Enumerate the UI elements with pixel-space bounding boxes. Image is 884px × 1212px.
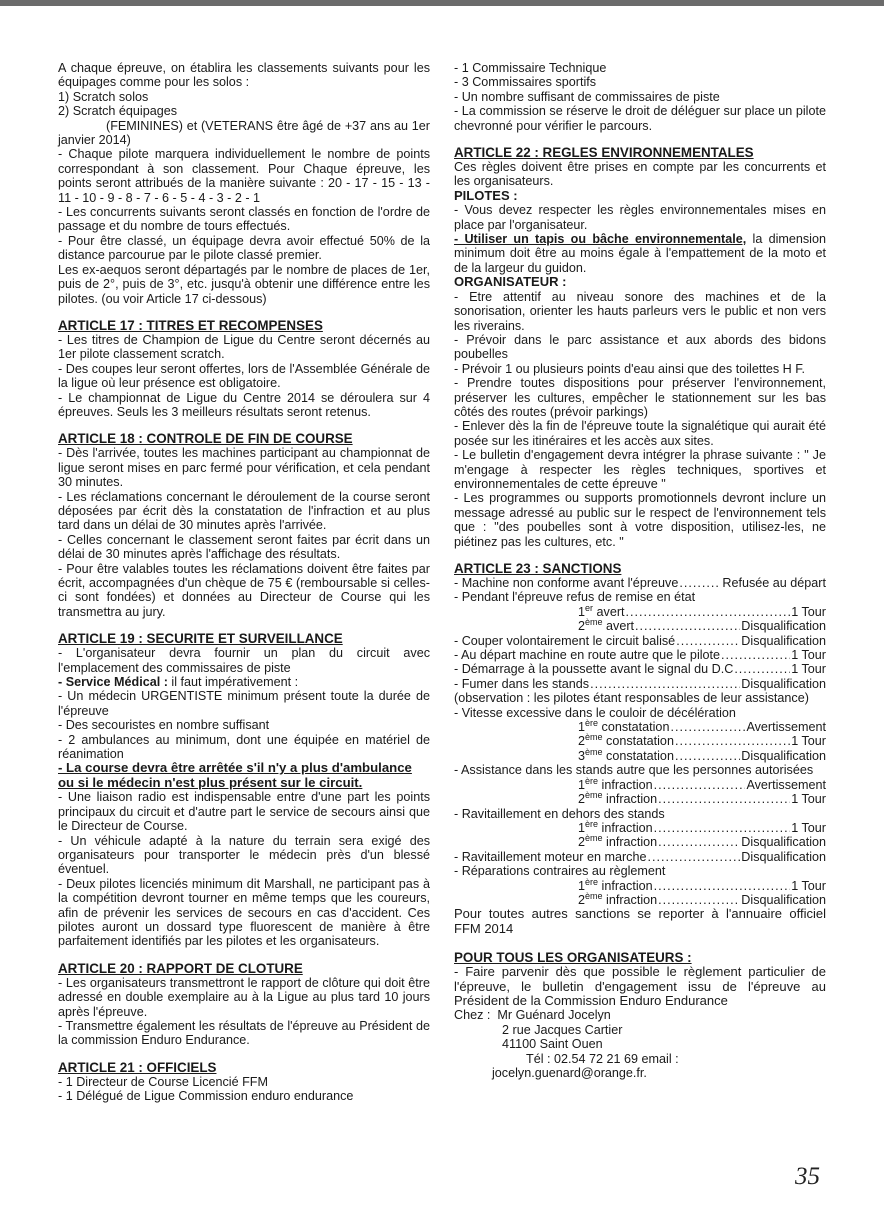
sanction-observation: (observation : les pilotes étant responsables de leur assistance) — [454, 691, 809, 706]
sanction-row: 2ème infraction ..... 1 Tour — [454, 792, 826, 806]
sanction-heading: - Vitesse excessive dans le couloir de décélération — [454, 705, 736, 720]
article-18-line: - Pour être valables toutes les réclamations doivent être faites par écrit, accompagnées d'un chèque de 75 € (remboursable si celles-ci sont fondées) et données au Directeur de Course qui les transmettra au jury. — [58, 561, 430, 619]
tapis-text: la dimension minimum doit être au moins égale à l'empattement de la moto et de la largeur du guidon. — [454, 232, 826, 275]
organisateur-line: - Les programmes ou supports promotionnels devront inclure un message adressé au public sur le respect de l'environnement tels que : "des poubelles sont à votre disposition, utilisez-les, ne piétinez pas les cultures, etc. " — [454, 491, 826, 549]
organisateur-line: - Enlever dès la fin de l'épreuve toute la signalétique qui aurait été posée sur les itinéraires et les accès aux sites. — [454, 419, 826, 448]
sanction-row: 2ème infraction ..... Disqualification — [454, 835, 826, 849]
sanction-row: 3ème constatation ..... Disqualification — [454, 749, 826, 763]
article-17-line: - Le championnat de Ligue du Centre 2014 se déroulera sur 4 épreuves. Seuls les 3 meilleurs résultats seront retenus. — [58, 390, 430, 419]
sanction-row: 1er avert ..... 1 Tour — [454, 605, 826, 619]
article-18-title: ARTICLE 18 : CONTROLE DE FIN DE COURSE — [58, 431, 353, 447]
article-19-line: - Une liaison radio est indispensable entre d'une part les points principaux du circuit et d'autre part le service de secours ainsi que le Directeur de Course. — [58, 790, 430, 834]
sanction-row: 1ère infraction ..... 1 Tour — [454, 879, 826, 893]
sanction-footer: Pour toutes autres sanctions se reporter à l'annuaire officiel FFM 2014 — [454, 906, 826, 936]
sanction-row: 2ème constatation ..... 1 Tour — [454, 734, 826, 748]
article-18-line: - Dès l'arrivée, toutes les machines participant au championnat de ligue seront mises en parc fermé pour vérification, et cela pendant 30 minutes. — [58, 446, 430, 490]
organisateur-line: - Prendre toutes dispositions pour préserver l'environnement, préserver les cultures, empêcher le stationnement sur les bas côtés des routes (prévoir parkings) — [454, 376, 826, 419]
intro-text: A chaque épreuve, on établira les classements suivants pour les équipages comme pour les solos : — [58, 61, 430, 90]
contact-email: jocelyn.guenard@orange.fr. — [492, 1066, 647, 1080]
contact-phone: Tél : 02.54 72 21 69 email : — [526, 1051, 679, 1066]
address-street: 2 rue Jacques Cartier — [502, 1022, 623, 1037]
sanction-row: 2ème avert ..... Disqualification — [454, 619, 826, 633]
official-line: - 3 Commissaires sportifs — [454, 75, 597, 90]
article-20-line: - Transmettre également les résultats de l'épreuve au Président de la commission Enduro Endurance. — [58, 1018, 430, 1048]
organisateur-line: - Prévoir 1 ou plusieurs points d'eau ainsi que des toilettes H F. — [454, 361, 806, 376]
sanction-row: - Au départ machine en route autre que le pilote ..... 1 Tour — [454, 648, 826, 662]
sanction-row: 1ère infraction ..... Avertissement — [454, 778, 826, 792]
page-number: 35 — [795, 1163, 820, 1190]
intro-text: (FEMININES) et (VETERANS être âgé de +37 ans au 1er janvier 2014) — [58, 118, 430, 148]
organisateur-heading: ORGANISATEUR : — [454, 274, 567, 290]
article-19-line: - Des secouristes en nombre suffisant — [58, 718, 270, 733]
sanction-heading: - Réparations contraires au règlement — [454, 864, 666, 879]
medical-service-line — [58, 675, 430, 689]
article-19-line: - L'organisateur devra fournir un plan du circuit avec l'emplacement des commissaires de piste — [58, 646, 430, 675]
article-22-intro: Ces règles doivent être prises en compte par les concurrents et les organisateurs. — [454, 160, 826, 189]
address-city: 41100 Saint Ouen — [502, 1037, 603, 1052]
intro-text: - Chaque pilote marquera individuellement le nombre de points correspondant à son classement. Pour Chaque épreuve, les points seront attribués de la manière suivante : 20 - 17 - 15 - 13 - 11 - 10 - 9 - 8 - 7 - 6 - 5 - 4 - 3 - 2 - 1 — [58, 147, 430, 205]
official-line: - 1 Commissaire Technique — [454, 61, 607, 75]
article-21-line: - 1 Délégué de Ligue Commission enduro endurance — [58, 1089, 354, 1104]
tapis-label: - Utiliser un tapis ou bâche environnementale, — [454, 232, 747, 247]
article-19-line: - Deux pilotes licenciés minimum dit Marshall, ne participant pas à la compétition devront tourner en même temps que les coureurs, afin de prévenir les services de secours en cas d'accident. Ces pilotes auront un dossard type fluorescent de manière à être parfaitement identifiés par les pilotes et les organisateurs. — [58, 876, 430, 949]
official-line: - Un nombre suffisant de commissaires de piste — [454, 89, 720, 104]
pilotes-line: - Vous devez respecter les règles environnementales mises en place par l'organisateur. — [454, 203, 826, 232]
article-19-line: - 2 ambulances au minimum, dont une équipée en matériel de réanimation — [58, 732, 430, 762]
sanction-row: - Fumer dans les stands ..... Disqualification — [454, 677, 826, 691]
sanction-row: - Démarrage à la poussette avant le signal du D.C ..... 1 Tour — [454, 662, 826, 676]
article-17-line: - Des coupes leur seront offertes, lors de l'Assemblée Générale de la ligue où leur présence est obligatoire. — [58, 361, 430, 391]
sanction-heading: - Ravitaillement en dehors des stands — [454, 806, 665, 821]
address-line: Chez : Mr Guénard Jocelyn — [454, 1008, 611, 1023]
medical-service-label: - Service Médical : — [58, 675, 168, 690]
article-22-title: ARTICLE 22 : REGLES ENVIRONNEMENTALES — [454, 145, 754, 161]
organisers-title: POUR TOUS LES ORGANISATEURS : — [454, 950, 692, 966]
intro-text: - Pour être classé, un équipage devra avoir effectué 50% de la distance parcourue par le pilote classé premier. — [58, 233, 430, 263]
article-19-title: ARTICLE 19 : SECURITE ET SURVEILLANCE — [58, 631, 343, 647]
article-19-line: - Un médecin URGENTISTE minimum présent toute la durée de l'épreuve — [58, 689, 430, 718]
article-23-title: ARTICLE 23 : SANCTIONS — [454, 561, 622, 576]
intro-item: 1) Scratch solos — [58, 89, 149, 104]
pilotes-heading: PILOTES : — [454, 187, 518, 203]
article-17-title: ARTICLE 17 : TITRES ET RECOMPENSES — [58, 317, 323, 333]
intro-text: - Les concurrents suivants seront classés en fonction de l'ordre de passage et du nombre de tours effectués. — [58, 205, 430, 234]
right-column — [454, 61, 826, 1080]
sanction-row: 1ère constatation ..... Avertissement — [454, 720, 826, 734]
sanction-row: 1ère infraction ..... 1 Tour — [454, 821, 826, 835]
organisers-text: - Faire parvenir dès que possible le règlement particulier de l'épreuve, le bulletin d'engagement issu de l'épreuve au Président de la Commission Enduro Endurance — [454, 964, 826, 1008]
article-18-line: - Les réclamations concernant le déroulement de la course seront déposées par écrit dès la constatation de l'infraction et au plus tard dans un délai de 30 minutes après l'arrivée. — [58, 489, 430, 533]
article-18-line: - Celles concernant le classement seront faites par écrit dans un délai de 30 minutes après l'affichage des résultats. — [58, 532, 430, 562]
top-border — [0, 0, 884, 6]
sanction-row: 2ème infraction ..... Disqualification — [454, 893, 826, 907]
tapis-line — [454, 232, 826, 275]
sanction-row: - Ravitaillement moteur en marche ..... Disqualification — [454, 850, 826, 864]
sanction-heading: - Pendant l'épreuve refus de remise en état — [454, 590, 696, 605]
article-20-title: ARTICLE 20 : RAPPORT DE CLOTURE — [58, 960, 303, 976]
article-19-line: - Un véhicule adapté à la nature du terrain sera exigé des organisateurs pour transporter le médecin près d'un blessé éventuel. — [58, 833, 430, 877]
medical-service-text: il faut impérativement : — [167, 675, 299, 690]
official-line: - La commission se réserve le droit de déléguer sur place un pilote chevronné pour vérifier le parcours. — [454, 104, 826, 133]
sanction-row: - Machine non conforme avant l'épreuve ..... Refusée au départ — [454, 576, 826, 590]
organisateur-line: - Prévoir dans le parc assistance et aux abords des bidons poubelles — [454, 332, 826, 362]
organisateur-line: - Etre attentif au niveau sonore des machines et de la sonorisation, orienter les hauts parleurs vers le public et non vers les riverains. — [454, 289, 826, 333]
intro-item: 2) Scratch équipages — [58, 104, 178, 119]
article-21-title: ARTICLE 21 : OFFICIELS — [58, 1059, 217, 1075]
article-20-line: - Les organisateurs transmettront le rapport de clôture qui doit être adressé en double exemplaire au à la Ligue au plus tard 10 jours après l'épreuve. — [58, 975, 430, 1019]
contact-name: Mr Guénard Jocelyn — [497, 1008, 611, 1023]
article-21-line: - 1 Directeur de Course Licencié FFM — [58, 1074, 268, 1089]
race-stop-warning: - La course devra être arrêtée s'il n'y a plus d'ambulance ou si le médecin n'est plus présent sur le circuit. — [58, 760, 412, 790]
left-column — [58, 61, 430, 1104]
sanction-row: - Couper volontairement le circuit balisé ..... Disqualification — [454, 634, 826, 648]
sanction-heading: - Assistance dans les stands autre que les personnes autorisées — [454, 763, 814, 778]
intro-text: Les ex-aequos seront départagés par le nombre de places de 1er, puis de 2°, puis de 3°, etc. jusqu'à obtenir une différence entre les pilotes. (ou voir Article 17 ci-dessous) — [58, 262, 430, 306]
organisateur-line: - Le bulletin d'engagement devra intégrer la phrase suivante : " Je m'engage à respecter les règles techniques, sportives et environnementales de cette épreuve " — [454, 448, 826, 491]
article-17-line: - Les titres de Champion de Ligue du Centre seront décernés au 1er pilote classement scratch. — [58, 332, 430, 362]
